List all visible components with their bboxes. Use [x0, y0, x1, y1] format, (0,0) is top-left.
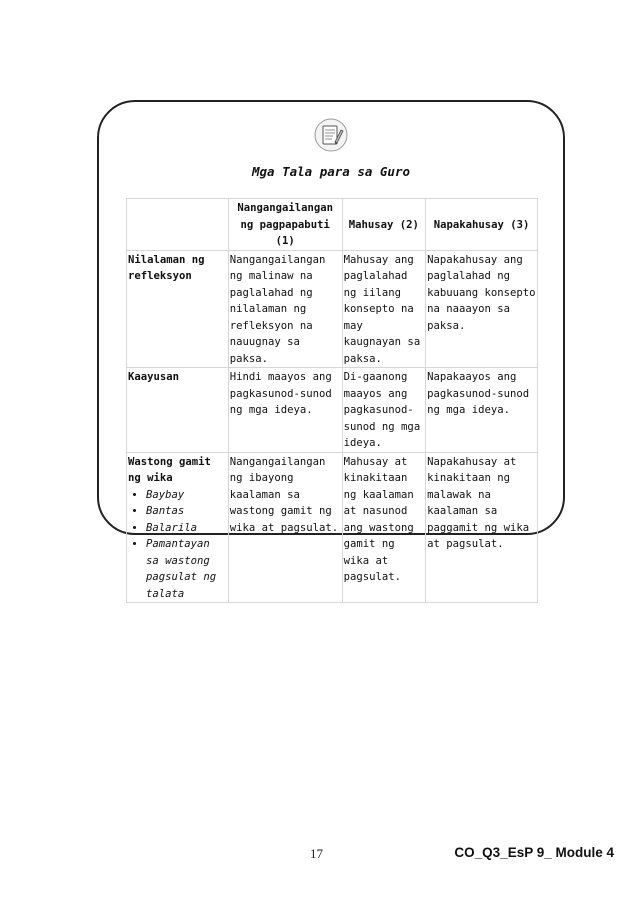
module-code: CO_Q3_EsP 9_ Module 4 — [454, 845, 614, 860]
header-level-2: Mahusay (2) — [342, 199, 425, 251]
sub-criteria-list — [128, 487, 227, 603]
table-row — [127, 452, 538, 603]
level-3-cell: Napakahusay ang paglalahad ng kabuuang konsepto na naaayon sa paksa. — [426, 250, 538, 368]
level-2-cell: Di-gaanong maayos ang pagkasunod-sunod ng mga ideya. — [342, 368, 425, 453]
teacher-notes-card — [97, 100, 565, 600]
list-item: • Baybay — [146, 487, 227, 504]
level-1-cell: Hindi maayos ang pagkasunod-sunod ng mga ideya. — [228, 368, 342, 453]
criterion-cell: Nilalaman ng refleksyon — [127, 250, 229, 368]
rubric-table — [126, 198, 538, 603]
header-level-1: Nangangailangan ng pagpapabuti (1) — [228, 199, 342, 251]
criterion-cell: Kaayusan — [127, 368, 229, 453]
list-item: • Balarila — [146, 520, 227, 537]
header-level-3: Napakahusay (3) — [426, 199, 538, 251]
table-row — [127, 368, 538, 453]
table-row — [127, 250, 538, 368]
notebook-pen-icon — [314, 118, 348, 152]
level-3-cell: Napakaayos ang pagkasunod-sunod ng mga ideya. — [426, 368, 538, 453]
level-1-cell: Nangangailangan ng malinaw na paglalahad ng nilalaman ng refleksyon na nauugnay sa paksa. — [228, 250, 342, 368]
level-2-cell: Mahusay ang paglalahad ng iilang konsepto na may kaugnayan sa paksa. — [342, 250, 425, 368]
list-item: • Pamantayan sa wastong pagsulat ng talata — [146, 536, 227, 602]
criterion-cell — [127, 452, 229, 603]
header-row — [127, 199, 538, 251]
header-criterion — [127, 199, 229, 251]
level-1-cell: Nangangailangan ng ibayong kaalaman sa wastong gamit ng wika at pagsulat. — [228, 452, 342, 603]
level-3-cell: Napakahusay at kinakitaan ng malawak na kaalaman sa paggamit ng wika at pagsulat. — [426, 452, 538, 603]
card-title: Mga Tala para sa Guro — [251, 164, 411, 179]
list-item: • Bantas — [146, 503, 227, 520]
level-2-cell: Mahusay at kinakitaan ng kaalaman at nasunod ang wastong gamit ng wika at pagsulat. — [342, 452, 425, 603]
page-number: 17 — [310, 846, 323, 861]
criterion-label: Wastong gamit ng wika — [128, 455, 211, 484]
